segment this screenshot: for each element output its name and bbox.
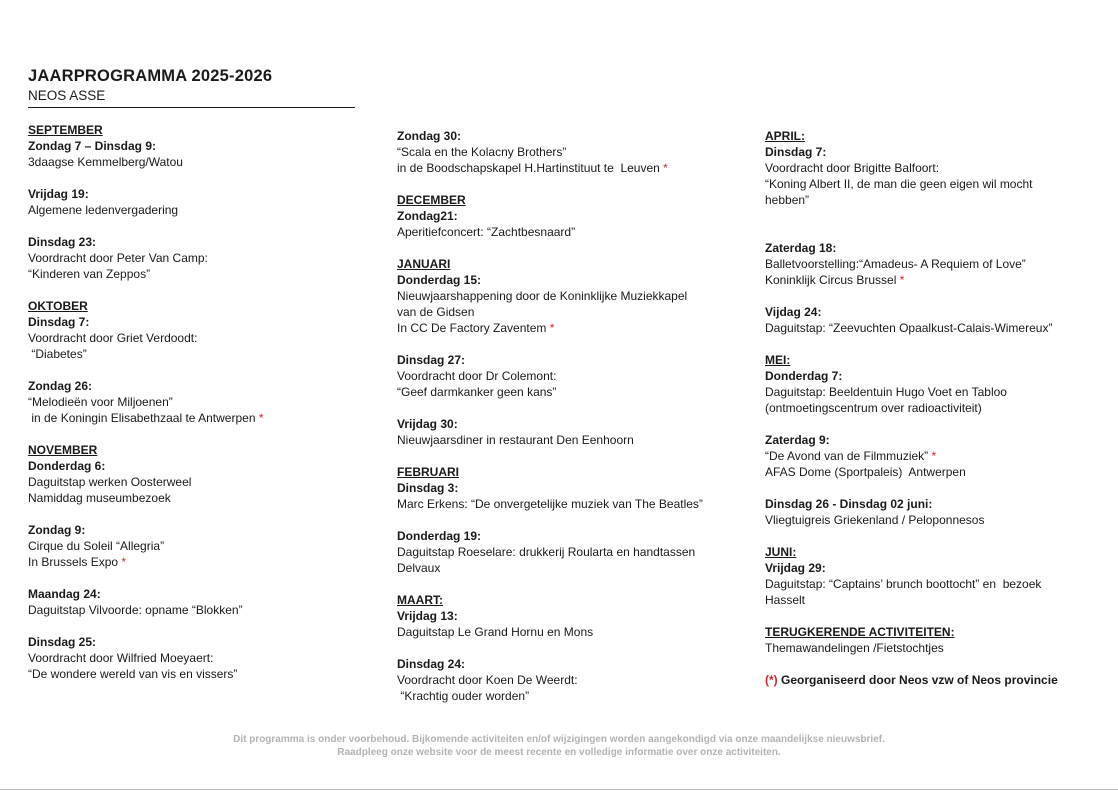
event-text: Nieuwjaarshappening door de Koninklijke Muziekkapel (397, 289, 688, 303)
event-description (397, 384, 727, 400)
event-description (397, 288, 727, 304)
event-date: Zondag 30: (397, 129, 462, 143)
neos-organized-asterisk: * (931, 449, 937, 463)
program-entry (397, 656, 727, 704)
event-description (28, 202, 358, 218)
program-entry (765, 544, 1095, 608)
event-description (397, 496, 727, 512)
program-entry (397, 416, 727, 448)
event-text: Voordracht door Brigitte Balfoort: (765, 161, 940, 175)
event-description (397, 304, 727, 320)
program-entry (28, 234, 358, 282)
column-3 (765, 128, 1095, 688)
program-entry (765, 432, 1095, 480)
event-text: Voordracht door Griet Verdoodt: (28, 331, 198, 345)
page-title: JAARPROGRAMMA 2025-2026 (28, 67, 273, 85)
program-entry (28, 122, 358, 170)
event-text: Daguitstap: Beeldentuin Hugo Voet en Tabloo (765, 385, 1007, 399)
event-text: Voordracht door Dr Colemont: (397, 369, 557, 383)
event-description (765, 384, 1095, 400)
column-1 (28, 122, 358, 698)
event-text: “Diabetes” (28, 347, 87, 361)
event-description (397, 160, 727, 176)
event-text: “De Avond van de Filmmuziek” (765, 449, 929, 463)
program-entry (28, 442, 358, 506)
event-description (765, 400, 1095, 416)
event-date: Dinsdag 7: (28, 315, 90, 329)
event-text: “Krachtig ouder worden” (397, 689, 530, 703)
neos-organized-asterisk: * (121, 555, 127, 569)
program-entry (765, 496, 1095, 528)
program-entry (765, 352, 1095, 416)
event-description (765, 464, 1095, 480)
header-divider (28, 107, 355, 108)
event-text: “Melodieën voor Miljoenen” (28, 395, 173, 409)
event-description (28, 538, 358, 554)
program-entry (28, 186, 358, 218)
event-description (765, 256, 1095, 272)
event-text: 3daagse Kemmelberg/Watou (28, 155, 183, 169)
event-description (397, 624, 727, 640)
event-text: Daguitstap Le Grand Hornu en Mons (397, 625, 594, 639)
program-entry (765, 624, 1095, 656)
event-description (28, 602, 358, 618)
program-entry (397, 528, 727, 576)
event-date: Donderdag 19: (397, 529, 482, 543)
neos-organized-asterisk: * (549, 321, 555, 335)
event-description (397, 368, 727, 384)
month-heading: JUNI: (765, 545, 797, 559)
event-date: Donderdag 7: (765, 369, 843, 383)
month-heading: JANUARI (397, 257, 451, 271)
event-text: Cirque du Soleil “Allegria” (28, 539, 165, 553)
event-text: Balletvoorstelling:“Amadeus- A Requiem of Love” (765, 257, 1026, 271)
event-description (28, 474, 358, 490)
event-description (765, 320, 1095, 336)
event-date: Zaterdag 18: (765, 241, 837, 255)
event-text: “Koning Albert II, de man die geen eigen wil mocht (765, 177, 1033, 191)
program-entry (397, 256, 727, 336)
event-text: In CC De Factory Zaventem (397, 321, 547, 335)
event-date: Maandag 24: (28, 587, 101, 601)
event-text: Daguitstap werken Oosterweel (28, 475, 192, 489)
event-date: Dinsdag 25: (28, 635, 97, 649)
event-description (765, 192, 1095, 208)
event-text: Namiddag museumbezoek (28, 491, 171, 505)
event-date: Dinsdag 23: (28, 235, 97, 249)
event-description (28, 554, 358, 570)
event-date: Zondag 9: (28, 523, 86, 537)
column-2 (397, 128, 727, 720)
event-description (765, 160, 1095, 176)
event-text: Daguitstap Vilvoorde: opname “Blokken” (28, 603, 243, 617)
program-entry (397, 128, 727, 176)
month-heading: APRIL: (765, 129, 805, 143)
event-description (28, 490, 358, 506)
event-text: Daguitstap: “Captains’ brunch boottocht” en bezoek (765, 577, 1042, 591)
event-date: Vrijdag 19: (28, 187, 89, 201)
neos-organized-asterisk: * (899, 273, 905, 287)
event-date: Zondag 7 – Dinsdag 9: (28, 139, 157, 153)
event-description (765, 448, 1095, 464)
program-entry (28, 586, 358, 618)
event-description (28, 250, 358, 266)
event-text: “Kinderen van Zeppos” (28, 267, 151, 281)
program-entry (28, 522, 358, 570)
program-entry (397, 464, 727, 512)
document-header (28, 66, 355, 108)
program-entry (28, 634, 358, 682)
event-text: hebben” (765, 193, 810, 207)
event-text: AFAS Dome (Sportpaleis) Antwerpen (765, 465, 966, 479)
event-date: Dinsdag 27: (397, 353, 466, 367)
program-entry (765, 240, 1095, 288)
event-description (28, 266, 358, 282)
event-text: (ontmoetingscentrum over radioactiviteit) (765, 401, 982, 415)
event-date: Donderdag 15: (397, 273, 482, 287)
event-description (28, 346, 358, 362)
event-description (765, 576, 1095, 592)
event-description (397, 688, 727, 704)
footer-line-1: Dit programma is onder voorbehoud. Bijkomende activiteiten en/of wijzigingen worden aangekondigd via onze maandelijkse nieuwsbrief. (233, 734, 885, 745)
event-description (765, 176, 1095, 192)
event-text: Nieuwjaarsdiner in restaurant Den Eenhoorn (397, 433, 634, 447)
event-description (28, 154, 358, 170)
event-text: Daguitstap: “Zeevuchten Opaalkust-Calais-Wimereux” (765, 321, 1053, 335)
disclaimer-footer (0, 733, 1118, 759)
event-date: Donderdag 6: (28, 459, 106, 473)
event-text: Delvaux (397, 561, 441, 575)
month-heading: SEPTEMBER (28, 123, 103, 137)
event-description (765, 592, 1095, 608)
event-description (397, 544, 727, 560)
event-date: Dinsdag 3: (397, 481, 459, 495)
event-text: Voordracht door Koen De Weerdt: (397, 673, 578, 687)
event-text: van de Gidsen (397, 305, 475, 319)
event-text: “De wondere wereld van vis en vissers” (28, 667, 238, 681)
program-entry (397, 352, 727, 400)
program-entry (765, 128, 1095, 208)
event-date: Dinsdag 24: (397, 657, 466, 671)
event-date: Dinsdag 26 - Dinsdag 02 juni: (765, 497, 933, 511)
event-date: Vijdag 24: (765, 305, 822, 319)
page-subtitle: NEOS ASSE (28, 88, 106, 103)
event-description (397, 144, 727, 160)
event-date: Vrijdag 13: (397, 609, 458, 623)
program-entry (765, 304, 1095, 336)
program-entry (397, 592, 727, 640)
month-heading: MEI: (765, 353, 791, 367)
event-description (28, 666, 358, 682)
month-heading: TERUGKERENDE ACTIVITEITEN: (765, 625, 955, 639)
event-description (28, 394, 358, 410)
event-description (397, 672, 727, 688)
event-text: Daguitstap Roeselare: drukkerij Roularta en handtassen (397, 545, 696, 559)
event-description (397, 560, 727, 576)
bottom-divider (0, 789, 1118, 790)
event-text: “Geef darmkanker geen kans” (397, 385, 557, 399)
event-text: Hasselt (765, 593, 806, 607)
event-description (765, 272, 1095, 288)
event-text: in de Boodschapskapel H.Hartinstituut te Leuven (397, 161, 660, 175)
neos-organized-asterisk: * (663, 161, 668, 175)
event-description (28, 410, 358, 426)
event-description (28, 330, 358, 346)
event-text: Marc Erkens: “De onvergetelijke muziek van The Beatles” (397, 497, 703, 511)
event-text: “Scala en the Kolacny Brothers” (397, 145, 567, 159)
legend-text: Georganiseerd door Neos vzw of Neos provincie (777, 673, 1058, 687)
event-description (765, 640, 1095, 656)
event-description (397, 432, 727, 448)
event-description (397, 224, 727, 240)
program-entry (28, 378, 358, 426)
program-entry (397, 192, 727, 240)
event-text: Voordracht door Wilfried Moeyaert: (28, 651, 214, 665)
event-date: Vrijdag 29: (765, 561, 826, 575)
event-text: In Brussels Expo (28, 555, 119, 569)
neos-organized-asterisk: * (258, 411, 264, 425)
event-date: Dinsdag 7: (765, 145, 827, 159)
event-text: Aperitiefconcert: “Zachtbesnaard” (397, 225, 576, 239)
month-heading: OKTOBER (28, 299, 88, 313)
month-heading: DECEMBER (397, 193, 466, 207)
event-description (397, 320, 727, 336)
event-text: Algemene ledenvergadering (28, 203, 179, 217)
footer-line-2: Raadpleeg onze website voor de meest recente en volledige informatie over onze activiteiten. (337, 747, 781, 758)
event-text: Themawandelingen /Fietstochtjes (765, 641, 944, 655)
event-description (28, 650, 358, 666)
event-date: Vrijdag 30: (397, 417, 458, 431)
program-entry (28, 298, 358, 362)
month-heading: NOVEMBER (28, 443, 98, 457)
event-date: Zondag 26: (28, 379, 93, 393)
event-text: Voordracht door Peter Van Camp: (28, 251, 208, 265)
event-text: Koninklijk Circus Brussel (765, 273, 897, 287)
event-description (765, 512, 1095, 528)
month-heading: FEBRUARI (397, 465, 459, 479)
event-date: Zaterdag 9: (765, 433, 830, 447)
event-date: Zondag21: (397, 209, 458, 223)
event-text: Vliegtuigreis Griekenland / Peloponnesos (765, 513, 985, 527)
asterisk-legend (765, 672, 1095, 688)
legend-mark: (*) (765, 673, 778, 687)
month-heading: MAART: (397, 593, 443, 607)
event-text: in de Koningin Elisabethzaal te Antwerpen (28, 411, 256, 425)
